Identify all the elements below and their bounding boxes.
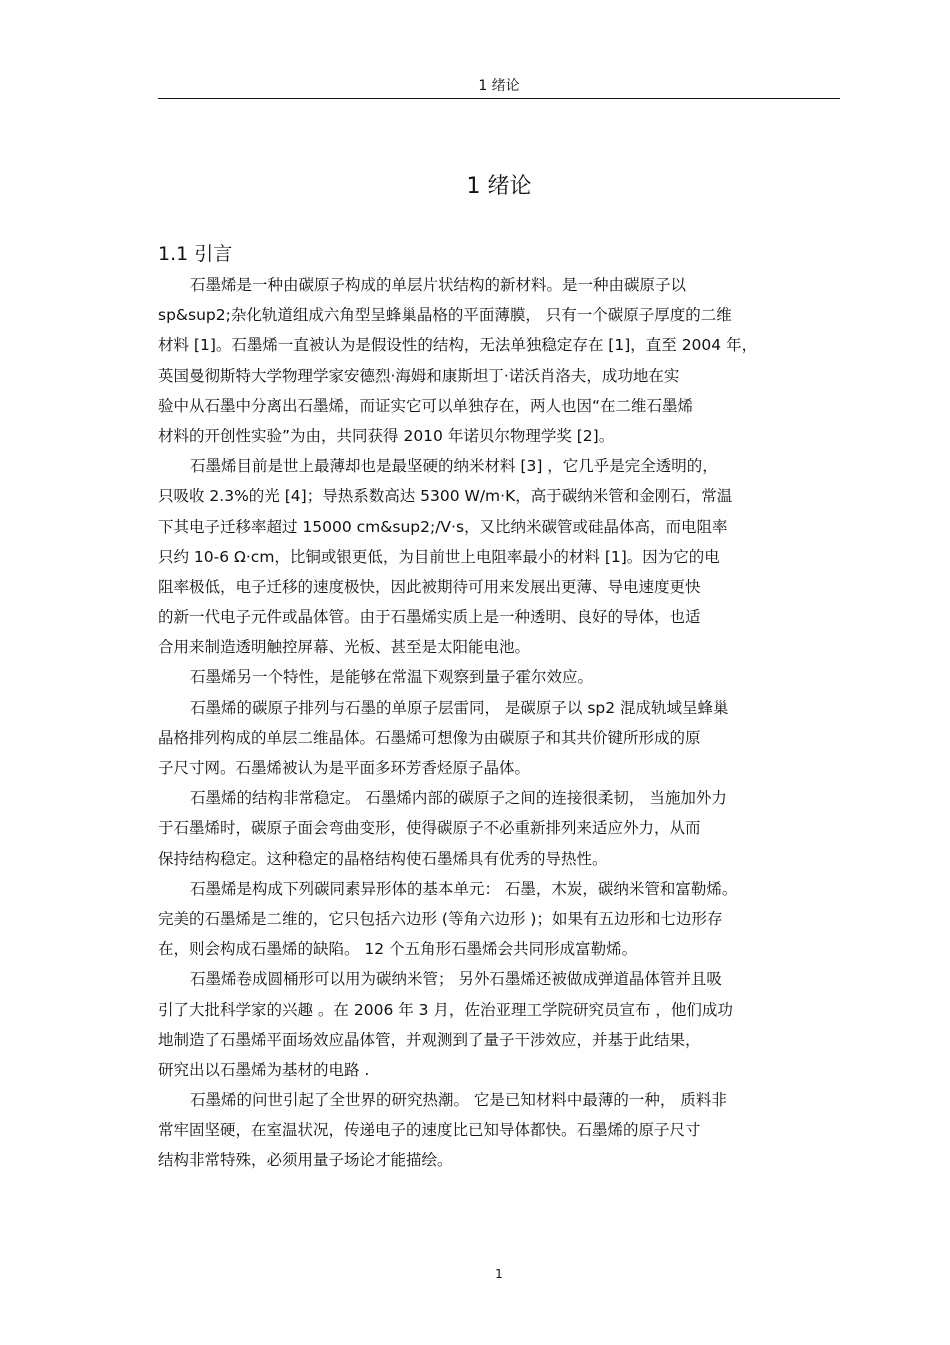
text-line: 完美的石墨烯是二维的，它只包括六边形 (等角六边形 )；如果有五边形和七边形存 xyxy=(158,909,723,928)
text-line: 英国曼彻斯特大学物理学家安德烈·海姆和康斯坦丁·诺沃肖洛夫，成功地在实 xyxy=(158,366,680,385)
paragraph xyxy=(158,662,840,692)
text-line: 只约 10-6 Ω·cm，比铜或银更低，为目前世上电阻率最小的材料 [1]。因为它的电 xyxy=(158,547,720,566)
text-line: 石墨烯的问世引起了全世界的研究热潮。 它是已知材料中最薄的一种， 质料非 xyxy=(190,1091,727,1110)
text-line: 石墨烯是构成下列碳同素异形体的基本单元： 石墨，木炭，碳纳米管和富勒烯。 xyxy=(190,879,738,898)
text-line: 研究出以石墨烯为基材的电路 . xyxy=(158,1060,370,1079)
body-text xyxy=(158,270,840,1176)
text-line: 石墨烯另一个特性，是能够在常温下观察到量子霍尔效应。 xyxy=(190,668,594,687)
text-line: 常牢固坚硬，在室温状况，传递电子的速度比已知导体都快。石墨烯的原子尺寸 xyxy=(158,1121,701,1140)
paragraph xyxy=(158,874,840,965)
paragraph xyxy=(158,270,840,451)
text-line: 下其电子迁移率超过 15000 cm&sup2;/V·s，又比纳米碳管或硅晶体高，而电阻率 xyxy=(158,517,728,536)
text-line: 保持结构稳定。这种稳定的晶格结构使石墨烯具有优秀的导热性。 xyxy=(158,849,608,868)
paragraph xyxy=(158,964,840,1085)
text-line: sp&sup2;杂化轨道组成六角型呈蜂巢晶格的平面薄膜， 只有一个碳原子厚度的二维 xyxy=(158,306,732,325)
header-rule xyxy=(158,98,840,99)
paragraph xyxy=(158,1085,840,1176)
paragraph xyxy=(158,783,840,874)
page-number: 1 xyxy=(495,1267,503,1281)
text-line: 地制造了石墨烯平面场效应晶体管，并观测到了量子干涉效应，并基于此结果， xyxy=(158,1030,701,1049)
text-line: 结构非常特殊，必须用量子场论才能描绘。 xyxy=(158,1151,453,1170)
text-line: 于石墨烯时，碳原子面会弯曲变形，使得碳原子不必重新排列来适应外力，从而 xyxy=(158,819,701,838)
text-line: 只吸收 2.3%的光 [4]；导热系数高达 5300 W/m·K，高于碳纳米管和金刚石，常温 xyxy=(158,487,733,506)
text-line: 石墨烯卷成圆桶形可以用为碳纳米管； 另外石墨烯还被做成弹道晶体管并且吸 xyxy=(190,970,722,989)
text-line: 的新一代电子元件或晶体管。由于石墨烯实质上是一种透明、良好的导体，也适 xyxy=(158,608,701,627)
text-line: 材料 [1]。石墨烯一直被认为是假设性的结构，无法单独稳定存在 [1]，直至 2004 年， xyxy=(158,336,758,355)
paragraph xyxy=(158,693,840,784)
text-line: 在，则会构成石墨烯的缺陷。 12 个五角形石墨烯会共同形成富勒烯。 xyxy=(158,940,638,959)
text-line: 引了大批科学家的兴趣 。在 2006 年 3 月，佐治亚理工学院研究员宣布 ，他们成功 xyxy=(158,1000,733,1019)
chapter-title: 1 绪论 xyxy=(466,174,532,199)
text-line: 石墨烯的碳原子排列与石墨的单原子层雷同， 是碳原子以 sp2 混成轨域呈蜂巢 xyxy=(190,698,729,717)
running-header: 1 绪论 xyxy=(478,78,520,94)
text-line: 子尺寸网。石墨烯被认为是平面多环芳香烃原子晶体。 xyxy=(158,759,531,777)
section-title: 1.1 引言 xyxy=(158,243,233,265)
text-line: 材料的开创性实验”为由，共同获得 2010 年诺贝尔物理学奖 [2]。 xyxy=(158,426,615,445)
text-line: 合用来制造透明触控屏幕、光板、甚至是太阳能电池。 xyxy=(158,638,531,657)
text-line: 石墨烯目前是世上最薄却也是最坚硬的纳米材料 [3] ，它几乎是完全透明的， xyxy=(190,457,718,476)
text-line: 石墨烯是一种由碳原子构成的单层片状结构的新材料。是一种由碳原子以 xyxy=(190,276,687,294)
text-line: 石墨烯的结构非常稳定。 石墨烯内部的碳原子之间的连接很柔韧， 当施加外力 xyxy=(190,789,727,808)
text-line: 验中从石墨中分离出石墨烯，而证实它可以单独存在，两人也因“在二维石墨烯 xyxy=(158,396,694,415)
paragraph xyxy=(158,451,840,662)
text-line: 阻率极低，电子迁移的速度极快，因此被期待可用来发展出更薄、导电速度更快 xyxy=(158,577,701,596)
text-line: 晶格排列构成的单层二维晶体。石墨烯可想像为由碳原子和其共价键所形成的原 xyxy=(158,728,701,747)
